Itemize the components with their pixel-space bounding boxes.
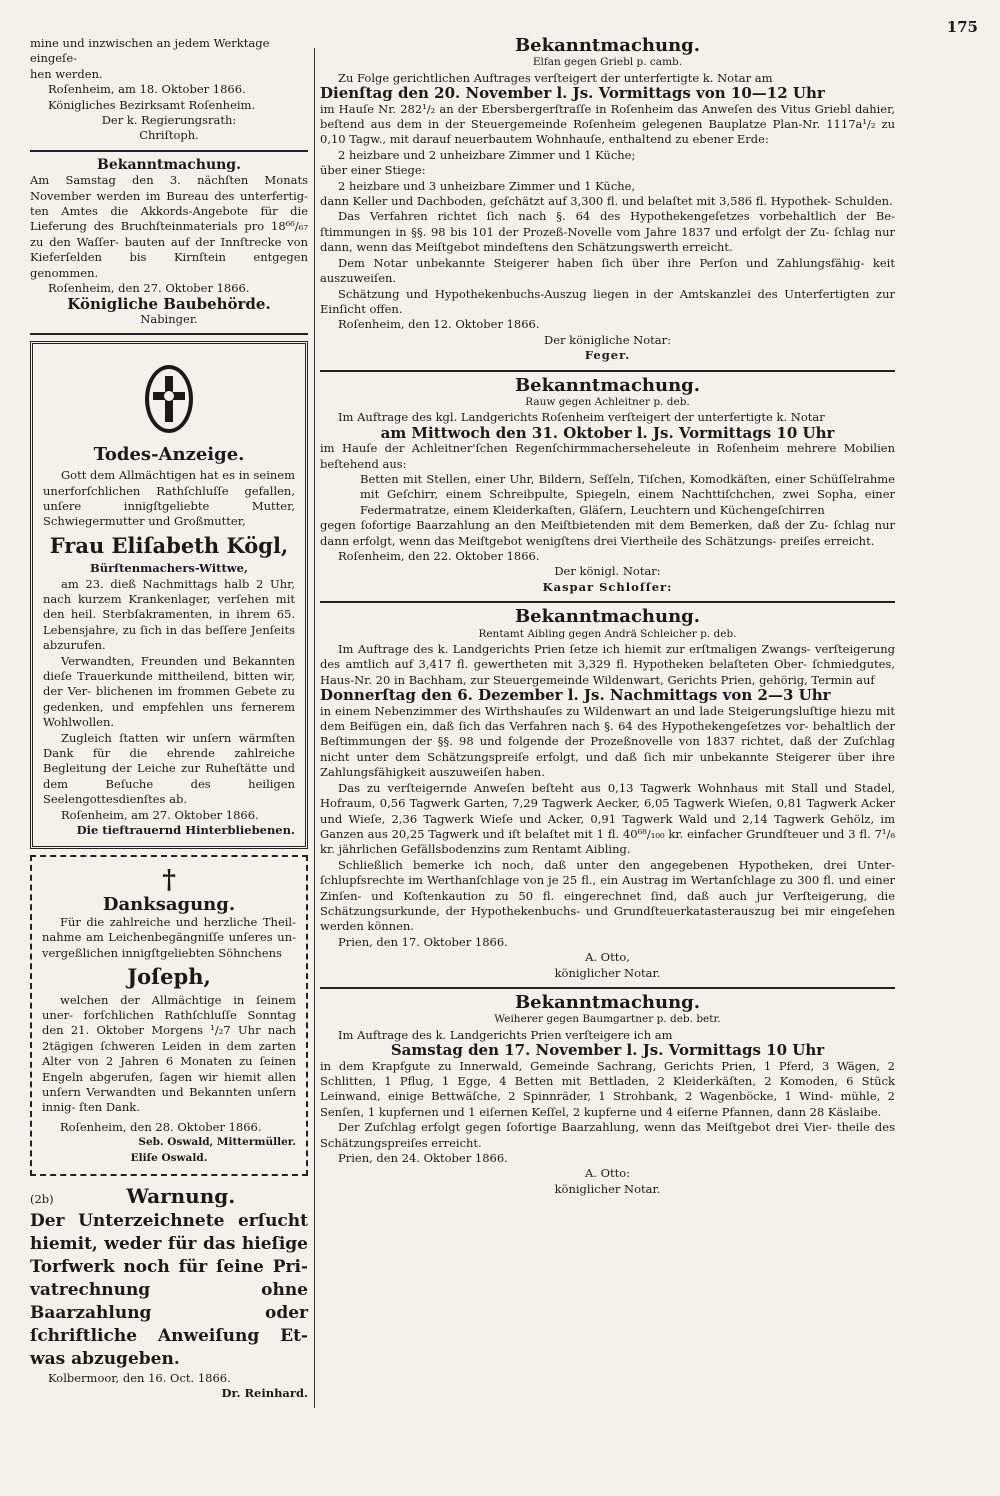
deceased-subtitle: Bürſtenmachers-Wittwe,: [90, 561, 248, 576]
notice-body: Am Samstag den 3. nächſten Monats November werden im Bureau des unterfertig- ten Amtes die Akkords-Angebote für die Lieferung des Bruchſteinmaterials pro 18⁶⁶/₆₇ zu den Waſſer- bauten auf der Innſtrecke von Kieferſelden bis Kirnſtein entgegen genommen.: [30, 173, 308, 280]
notice-body: im Hauſe Nr. 282¹/₂ an der Ebersbergerſtraſſe in Roſenheim das Anweſen des Vitus Griebl dahier, beſtend aus dem in der Steuergemeinde Roſenheim gelegenen Bauplatze Plan-Nr. 1117a¹/₂ zu 0,10 Tagw., mit darauf neuerbautem Wohnhauſe, enthaltend zu ebener Erde:: [320, 101, 895, 147]
notice-role: königlicher Notar.: [554, 1181, 661, 1196]
thanks-intro: Für die zahlreiche und herzliche Theil- nahme am Leichenbegängniſſe unſeres un- vergeßlichen innigſtgeliebten Söhnchens: [42, 914, 296, 960]
room-list-4: dann Keller und Dachboden, geſchätzt auf 3,300 fl. und belaſtet mit 3,586 fl. Hypothek- Schulden.: [320, 194, 893, 209]
fragment-role: Der k. Regierungsrath:: [101, 113, 237, 128]
notice-date-time: am Mittwoch den 31. Oktober l. Js. Vormittags 10 Uhr: [380, 423, 835, 442]
thanks-signature-1: Seb. Oswald, Mittermüller.: [138, 1136, 296, 1149]
death-intro: Gott dem Allmächtigen hat es in seinem unerforſchlichen Rathſchluſſe gefallen, unſere innigſtgeliebte Mutter, Schwiegermutter und Großmutter,: [43, 468, 295, 529]
fragment-line-1: mine und inzwischen an jedem Werktage eingeſe-: [30, 36, 270, 66]
notice-signature: A. Otto:: [584, 1166, 631, 1181]
notice-role: Der königl. Notar:: [554, 564, 661, 579]
warning-body: Der Unterzeichnete erſucht hiemit, weder für das hieſige Torfwerk noch für ſeine Pri- vatrechnung ohne Baarzahlung oder ſchriftliche Anweiſung Et- was abzugeben.: [30, 1210, 308, 1369]
notice-griebl: [320, 35, 895, 364]
notice-role: Der königliche Notar:: [543, 332, 672, 347]
notice-date: Prien, den 24. Oktober 1866.: [338, 1151, 508, 1166]
notice-role: königlicher Notar.: [554, 965, 661, 980]
notice-schleicher: [320, 606, 895, 981]
notice-date: Roſenheim, den 12. Oktober 1866.: [338, 317, 540, 332]
fragment-line-2: hen werden.: [30, 66, 103, 81]
cross-emblem: [43, 362, 295, 440]
notice-intro: Im Auftrage des k. Landgerichts Prien verſteigere ich am: [338, 1027, 673, 1042]
notice-signature: Kaspar Schloſſer:: [542, 579, 673, 594]
cross-icon: [139, 362, 199, 436]
notice-signature: A. Otto,: [585, 950, 630, 965]
items-list: Betten mit Stellen, einer Uhr, Bildern, Seſſeln, Tiſchen, Komodkäſten, einer Schüſſelrahme mit Geſchirr, einem Schreibpulte, Spiegeln, einem Nachttiſchchen, zwei Sopha, einer Federmatratze, einem Kleiderkaſten, Gläſern, Leuchtern und Küchengeſchirren: [360, 471, 895, 517]
notice-title: Bekanntmachung.: [514, 35, 701, 56]
notice-date: Roſenheim, den 27. Oktober 1866.: [48, 281, 250, 296]
warning-number: (2b): [30, 1191, 54, 1206]
deceased-name: Frau Eliſabeth Kögl,: [49, 532, 289, 558]
death-paragraph-3: Zugleich ſtatten wir unſern wärmſten Dank für die ehrende zahlreiche Begleitung der Leiche zur Ruheſtätte und dem Beſuche des heiligen Seelengottesdienſtes ab.: [43, 730, 295, 807]
thanks-date: Roſenheim, den 28. Oktober 1866.: [60, 1119, 262, 1134]
notice-paragraph-3: Dem Notar unbekannte Steigerer haben ſich über ihre Perſon und Zahlungsfähig- keit auszuweiſen.: [320, 255, 895, 286]
notice-title: Bekanntmachung.: [514, 991, 701, 1013]
notice-title: Bekanntmachung.: [514, 606, 701, 628]
notice-intro: Im Auftrage des kgl. Landgerichts Roſenheim verſteigert der unterfertigte k. Notar: [338, 410, 825, 425]
notice-case: Rauw gegen Achleitner p. deb.: [525, 395, 690, 408]
notice-date-time: Samstag den 17. November l. Js. Vormittags 10 Uhr: [390, 1041, 825, 1060]
death-signature: Die tieftrauernd Hinterbliebenen.: [76, 823, 295, 838]
notice-achleitner: [320, 374, 895, 596]
page-number: 175: [946, 18, 978, 36]
thanks-title: Danksagung.: [102, 894, 236, 916]
death-title: Todes-Anzeige.: [93, 443, 245, 465]
notice-intro: Im Auftrage des k. Landgerichts Prien ſetze ich hiemit zur erſtmaligen Zwangs- verſteigerung des amtlich auf 3,417 fl. gewertheten mit 3,329 fl. Hypotheken belaſteten Ober- ſchmiedgutes, Haus-Nr. 20 in Bachham, zur Steuergemeinde Wildenwart, Gerichts Prien, gehörig, Termin auf: [320, 642, 895, 687]
notice-case: Rentamt Aibling gegen Andrä Schleicher p. deb.: [478, 627, 737, 640]
notice-body: im Hauſe der Achleitner'ſchen Regenſchirmmacherseheleute in Roſenheim mehrere Mobilien beſtehend aus:: [320, 441, 895, 471]
divider: [320, 370, 895, 372]
notice-title: Bekanntmachung.: [97, 156, 241, 173]
right-column: [320, 36, 895, 1197]
notice-baumgartner: [320, 991, 895, 1197]
notice-title: Bekanntmachung.: [514, 374, 701, 396]
cross-icon: †: [162, 865, 176, 896]
top-fragment: [30, 36, 308, 144]
notice-paragraph-2: Das Verfahren richtet ſich nach §. 64 des Hypothekengeſetzes vorbehaltlich der Be- ſtimmungen in §§. 98 bis 101 der Prozeß-Novelle vom Jahre 1837 und erfolgt der Zu- ſchlag nur dann, wenn das Meiſtgebot mindeſtens den Schätzungswerth erreicht.: [320, 209, 895, 255]
thanks-body: welchen der Allmächtige in ſeinem uner- forſchlichen Rathſchluſſe Sonntag den 21. Oktober Morgens ¹/₂7 Uhr nach 2tägigen ſchweren Leiden in dem zarten Alter von 2 Jahren 6 Monaten zu ſeinen Engeln abgerufen, ſagen wir hiemit allen unſern Verwandten und Bekannten unſern innig- ſten Dank.: [42, 992, 296, 1115]
warning-title: Warnung.: [126, 1183, 236, 1208]
thanks-signature-2: Eliſe Oswald.: [130, 1151, 208, 1164]
divider: [30, 150, 308, 152]
fragment-date: Roſenheim, am 18. Oktober 1866.: [48, 82, 246, 97]
notice-terms: gegen ſofortige Baarzahlung an den Meiſtbietenden mit dem Bemerken, daß der Zu- ſchlag nur dann erfolgt, wenn das Meiſtgebot wenigſtens drei Viertheile des Schätzungs- preiſes erreicht.: [320, 518, 895, 548]
death-paragraph-2: Verwandten, Freunden und Bekannten dieſe Trauerkunde mittheilend, bitten wir, der Ver- blichenen im frommen Gebete zu gedenken, und empfehlen uns fernerem Wohlwollen.: [43, 653, 295, 730]
warning-header: [30, 1182, 308, 1210]
notice-paragraph-3: Schließlich bemerke ich noch, daß unter den angegebenen Hypotheken, drei Unter- ſchlupfsrechte im Werthanſchlage von je 25 fl., ein Austrag im Wertanſchlage zu 300 fl. und einer Zinſen- und Koſtenkaution zu 50 fl. eingerechnet ſind, daß auch jur Verſteigerung, die Schätzungsurkunde, der Hypothekenbuchs- und Grundſteuerkatasterauszug bei mir eingeſehen werden können.: [320, 857, 895, 934]
notice-case: Weiherer gegen Baumgartner p. deb. betr.: [494, 1013, 721, 1026]
notice-bruchstein: [30, 158, 308, 327]
thanks-notice: [30, 855, 308, 1176]
notice-paragraph-4: Schätzung und Hypothekenbuchs-Auszug liegen in der Amtskanzlei des Unterfertigten zur Einſicht offen.: [320, 286, 895, 316]
column-divider: [314, 48, 315, 1408]
notice-signature: Feger.: [584, 348, 631, 363]
death-date: Roſenheim, am 27. Oktober 1866.: [61, 807, 259, 822]
notice-date-time: Dienſtag den 20. November l. Js. Vormittags von 10—12 Uhr: [320, 84, 825, 103]
room-list-3: 2 heizbare und 3 unheizbare Zimmer und 1 Küche,: [338, 178, 636, 193]
divider: [30, 333, 308, 335]
left-column: [30, 36, 308, 1402]
fragment-office: Königliches Bezirksamt Roſenheim.: [48, 97, 256, 112]
notice-intro: Zu Folge gerichtlichen Auftrages verſteigert der unterfertigte k. Notar am: [338, 70, 773, 85]
death-body: am 23. dieß Nachmittags halb 2 Uhr, nach kurzem Krankenlager, verſehen mit den heil. Sterbſakramenten, in ihrem 65. Lebensjahre, zu ſich in das beſſere Jenſeits abzurufen.: [43, 576, 295, 653]
death-notice: [30, 341, 308, 849]
notice-date: Roſenheim, den 22. Oktober 1866.: [338, 549, 540, 563]
warning-notice: [30, 1182, 308, 1402]
notice-case: Elfan gegen Griebl p. camb.: [532, 56, 683, 69]
notice-date: Prien, den 17. Oktober 1866.: [338, 934, 508, 949]
room-list-1: 2 heizbare und 2 unheizbare Zimmer und 1 Küche;: [338, 147, 636, 162]
warning-date: Kolbermoor, den 16. Oct. 1866.: [48, 1370, 231, 1385]
notice-body: in einem Nebenzimmer des Wirthshauſes zu Wildenwart an und lade Steigerungsluſtige hiezu mit dem Beifügen ein, daß ſich das Verfahren nach §. 64 des Hypothekengeſetzes vor- behaltlich der Beſtimmungen der §§. 98 und folgende der Prozeßnovelle von 1837 richtet, daß der Zuſchlag nicht unter dem Schätzungspreiſe erfolgt, und daß ſich mir unbekannte Steigerer über ihre Zahlungsfähigkeit auszuweiſen haben.: [320, 703, 895, 780]
notice-paragraph-2: Der Zuſchlag erfolgt gegen ſofortige Baarzahlung, wenn das Meiſtgebot drei Vier- theile des Schätzungspreiſes erreicht.: [320, 1120, 895, 1150]
notice-body: in dem Krapfgute zu Innerwald, Gemeinde Sachrang, Gerichts Prien, 1 Pferd, 3 Wägen, 2 Schlitten, 1 Pflug, 1 Egge, 4 Betten mit Bettladen, 2 Kleiderkäſten, 2 Komoden, 6 Stück Leinwand, einige Bettwäſche, 2 Spinnräder, 1 Strohbank, 2 Wagenböcke, 1 Wind- mühle, 2 Senſen, 1 kupfernen und 1 eiſernen Keſſel, 2 kupferne und 4 eiſerne Pfannen, dann 28 Käslaibe.: [320, 1058, 895, 1119]
child-name: Joſeph,: [127, 964, 211, 990]
notice-date-time: Donnerſtag den 6. Dezember l. Js. Nachmittags von 2—3 Uhr: [320, 686, 831, 705]
notice-paragraph-2: Das zu verſteigernde Anweſen beſteht aus 0,13 Tagwerk Wohnhaus mit Stall und Stadel, Hofraum, 0,56 Tagwerk Garten, 7,29 Tagwerk Aecker, 6,05 Tagwerk Wieſen, 0,81 Tagwerk Acker und Wieſe, 2,36 Tagwerk Wieſe und Acker, 0,91 Tagwerk Wald und 2,14 Tagwerk Gehölz, im Ganzen aus 20,25 Tagwerk und iſt belaſtet mit 1 fl. 40⁶⁸/₁₀₀ kr. einfacher Grundſteuer und 3 fl. 7¹/₈ kr. jährlichen Gefällsbodenzins zum Rentamt Aibling.: [320, 780, 895, 857]
notice-signature: Nabinger.: [140, 311, 198, 326]
fragment-signature: Chriſtoph.: [139, 128, 199, 143]
divider: [320, 987, 895, 989]
notice-authority: Königliche Baubehörde.: [67, 294, 271, 313]
divider: [320, 601, 895, 603]
warning-signature: Dr. Reinhard.: [221, 1386, 308, 1401]
room-list-2: über einer Stiege:: [320, 163, 426, 178]
